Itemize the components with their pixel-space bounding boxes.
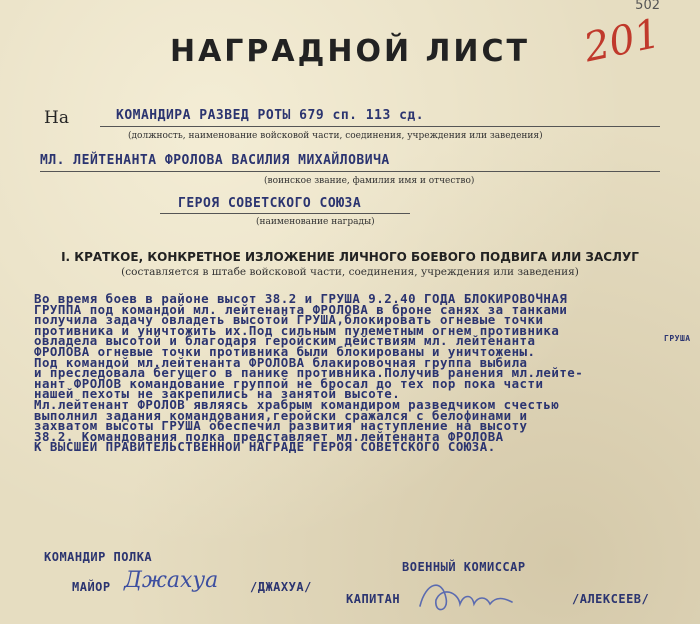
body-line: ФРОЛОВА огневые точки противника были блокированы и уничтожены. bbox=[34, 343, 536, 359]
margin-note: ГРУША bbox=[664, 334, 691, 343]
feat-description bbox=[34, 291, 684, 455]
left-signature: Джахуа bbox=[124, 568, 219, 593]
rank-name-caption: (воинское звание, фамилия имя и отчество) bbox=[264, 176, 475, 186]
award-line bbox=[160, 213, 410, 214]
rank-name-value: МЛ. ЛЕЙТЕНАНТА ФРОЛОВА ВАСИЛИЯ МИХАЙЛОВИЧА bbox=[40, 153, 390, 168]
section-heading: I. КРАТКОЕ, КОНКРЕТНОЕ ИЗЛОЖЕНИЕ ЛИЧНОГО БОЕВОГО ПОДВИГА ИЛИ ЗАСЛУГ bbox=[61, 250, 639, 264]
left-signer-title: КОМАНДИР ПОЛКА bbox=[44, 550, 153, 564]
rank-name-line bbox=[40, 171, 660, 172]
right-signer-title: ВОЕННЫЙ КОМИССАР bbox=[402, 560, 526, 574]
right-signature-scribble bbox=[412, 572, 522, 620]
left-signer-rank: МАЙОР bbox=[72, 580, 111, 594]
body-line: выполнил задания командования,геройски сражался с белофинами и bbox=[34, 407, 528, 423]
right-signer-name: /АЛЕКСЕЕВ/ bbox=[572, 592, 650, 606]
award-value: ГЕРОЯ СОВЕТСКОГО СОЮЗА bbox=[178, 196, 362, 211]
body-line: захватом высоты ГРУША обеспечил развития наступление на высоту bbox=[34, 418, 528, 434]
body-line: получила задачу овладеть высотой ГРУША,блокировать огневые точки bbox=[34, 312, 544, 328]
award-caption: (наименование награды) bbox=[256, 217, 375, 227]
section-subheading: (составляется в штабе войсковой части, соединения, учреждения или заведения) bbox=[121, 266, 579, 278]
body-line: нашей пехоты не закрепились на занятой высоте. bbox=[34, 386, 401, 402]
body-line: противника и уничтожить их.Под сильным пулеметным огнем противника bbox=[34, 322, 560, 338]
position-value: КОМАНДИРА РАЗВЕД РОТЫ 679 сп. 113 сд. bbox=[116, 108, 425, 123]
body-line: Мл.лейтенант ФРОЛОВ являясь храбрым командиром разведчиком счестью bbox=[34, 396, 560, 412]
position-line bbox=[100, 126, 660, 127]
red-handwritten-number: 201 bbox=[580, 10, 665, 72]
document-title: НАГРАДНОЙ ЛИСТ bbox=[169, 34, 531, 69]
body-line: нант ФРОЛОВ командование группой не бросал до тех пор пока части bbox=[34, 375, 544, 391]
body-line: 38.2. Командования полка представляет мл.лейтенанта ФРОЛОВА bbox=[34, 428, 504, 444]
body-line: К ВЫСШЕЙ ПРАВИТЕЛЬСТВЕННОЙ НАГРАДЕ ГЕРОЯ СОВЕТСКОГО СОЮЗА. bbox=[34, 439, 496, 455]
right-signer-rank: КАПИТАН bbox=[346, 592, 401, 606]
position-caption: (должность, наименование войсковой части, соединения, учреждения или заведения) bbox=[128, 131, 543, 141]
body-line: Во время боев в районе высот 38.2 и ГРУША 9.2.40 ГОДА БЛОКИРОВОЧНАЯ bbox=[34, 291, 568, 306]
body-line: Под командой мл.лейтенанта ФРОЛОВА блакировочная группа выбила bbox=[34, 354, 528, 370]
body-line: овладела высотой и благодаря геройским действиям мл. лейтенанта bbox=[34, 333, 536, 349]
corner-number: 502 bbox=[635, 0, 660, 13]
body-line: и преследовала бегущего в панике противника.Получив ранения мл.лейте- bbox=[34, 365, 584, 381]
na-label: На bbox=[44, 108, 69, 128]
body-line: ГРУППА под командой мл. лейтенанта ФРОЛОВА в броне санях за танками bbox=[34, 301, 568, 317]
left-signer-name: /ДЖАХУА/ bbox=[250, 580, 312, 594]
